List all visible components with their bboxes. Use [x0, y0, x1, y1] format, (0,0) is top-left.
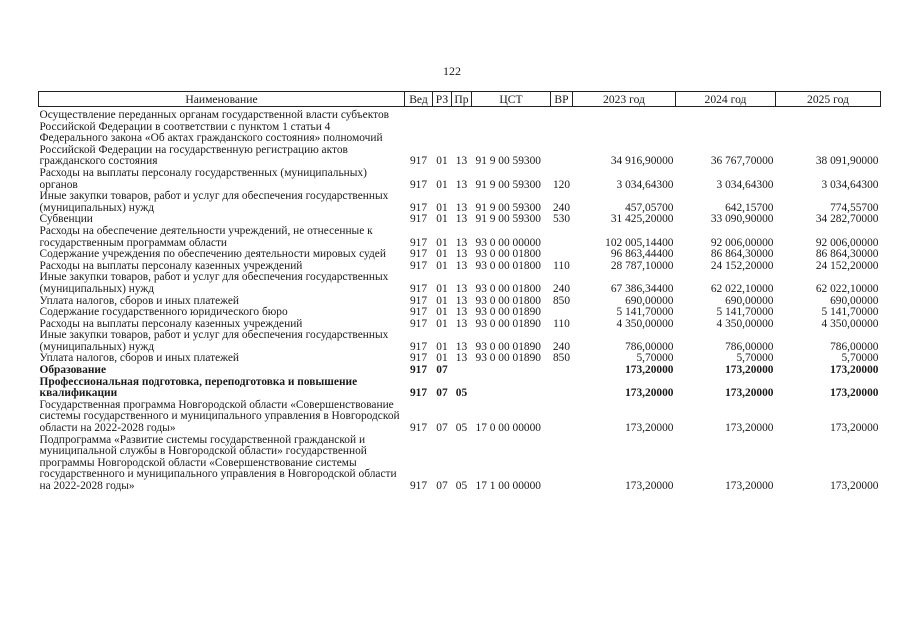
- row-2024: 24 152,20000: [710, 259, 774, 272]
- row-2023: 102 005,14400: [605, 236, 674, 249]
- row-pr: 13: [455, 201, 468, 214]
- table-row: [39, 272, 881, 295]
- row-cst: 91 9 00 59300: [475, 155, 541, 168]
- row-2025: 92 006,00000: [815, 236, 879, 249]
- row-rz: 01: [436, 155, 448, 168]
- row-cst: 91 9 00 59300: [475, 178, 541, 191]
- row-2025: 786,00000: [830, 340, 879, 353]
- row-ved: 917: [409, 422, 428, 435]
- row-2024: 86 864,30000: [710, 248, 774, 261]
- row-2024: 36 767,70000: [710, 155, 774, 168]
- row-2023: 5,70000: [636, 352, 674, 365]
- row-2023: 690,00000: [625, 294, 674, 307]
- table-row: [39, 191, 881, 214]
- row-rz: 01: [436, 236, 448, 249]
- row-name: Иные закупки товаров, работ и услуг для обеспечения государственных (муниципальных) нужд: [39, 329, 389, 353]
- budget-table: [38, 91, 881, 493]
- table-header-row: [39, 92, 881, 107]
- row-cst: 91 9 00 59300: [475, 201, 541, 214]
- row-vr: 110: [553, 317, 570, 330]
- row-cst: 93 0 00 00000: [475, 236, 541, 249]
- row-vr: [551, 107, 573, 168]
- row-cst: 17 1 00 00000: [475, 480, 541, 492]
- row-2025: 3 034,64300: [821, 178, 879, 191]
- row-ved: 917: [409, 340, 428, 353]
- row-vr: [551, 365, 573, 377]
- row-2024: 173,20000: [725, 387, 774, 400]
- row-2023: 173,20000: [625, 387, 674, 400]
- row-cst: 93 0 00 01800: [475, 294, 541, 307]
- row-2024: 62 022,10000: [710, 282, 774, 295]
- row-ved: 917: [409, 236, 428, 249]
- header-name: Наименование: [39, 92, 405, 107]
- row-2023: 5 141,70000: [616, 306, 674, 319]
- row-2025: 5 141,70000: [821, 306, 879, 319]
- row-2024: 4 350,00000: [716, 317, 774, 330]
- table-row: [39, 435, 881, 493]
- row-pr: 05: [455, 422, 468, 435]
- table-row: [39, 307, 881, 319]
- row-2023: 96 863,44400: [610, 248, 674, 261]
- row-2024: 5,70000: [736, 352, 774, 365]
- table-row: [39, 249, 881, 261]
- row-vr: 850: [552, 352, 571, 365]
- row-rz: 01: [436, 282, 448, 295]
- row-cst: [472, 365, 551, 377]
- row-vr: [551, 249, 573, 261]
- row-ved: 917: [409, 480, 428, 492]
- row-ved: 917: [409, 248, 428, 261]
- row-pr: 13: [455, 259, 468, 272]
- row-rz: 01: [436, 340, 448, 353]
- page-number: 122: [443, 64, 461, 78]
- row-2023: 786,00000: [625, 340, 674, 353]
- row-rz: 01: [436, 294, 448, 307]
- row-2025: 24 152,20000: [815, 259, 879, 272]
- row-2024: 786,00000: [725, 340, 774, 353]
- row-2025: 690,00000: [830, 294, 879, 307]
- table-row: [39, 377, 881, 400]
- row-name: Осуществление переданных органам государственной власти субъектов Российской Федерации в соответствии с пунктом 1 статьи 4 Федерального закона «Об актах гражданского состояния» полномочий Российской Федерации на государственную регистрацию актов гражданского состояния: [39, 109, 390, 168]
- row-2025: 62 022,10000: [815, 282, 879, 295]
- row-vr: 240: [552, 201, 571, 214]
- row-cst: 93 0 00 01800: [475, 248, 541, 261]
- row-2025: 774,55700: [830, 201, 879, 214]
- row-2023: 457,05700: [625, 201, 674, 214]
- row-2025: 173,20000: [830, 387, 879, 400]
- row-pr: 13: [455, 178, 468, 191]
- row-rz: 01: [436, 213, 448, 226]
- row-rz: 01: [436, 259, 448, 272]
- row-rz: 01: [436, 248, 448, 261]
- row-2024: 92 006,00000: [710, 236, 774, 249]
- row-2023: 67 386,34400: [610, 282, 674, 295]
- row-pr: [452, 365, 472, 377]
- row-rz: 01: [436, 317, 448, 330]
- row-ved: 917: [409, 259, 428, 272]
- table-row: [39, 168, 881, 191]
- row-2025: 86 864,30000: [815, 248, 879, 261]
- row-2023: 173,20000: [625, 364, 674, 377]
- row-ved: 917: [409, 352, 428, 365]
- row-name: Расходы на выплаты персоналу казенных учреждений: [39, 317, 303, 330]
- row-2024: 5 141,70000: [716, 306, 774, 319]
- header-cst: ЦСТ: [472, 92, 551, 107]
- row-pr: 13: [455, 294, 468, 307]
- row-name: Содержание учреждения по обеспечению деятельности мировых судей: [39, 248, 386, 261]
- row-name: Подпрограмма «Развитие системы государственной гражданской и муниципальной службы в Новгородской области» государственной программы Новгородской области «Совершенствование системы государственного и муниципального управления в Новгородской области на 2022-2028 годы»: [39, 433, 397, 492]
- row-name: Содержание государственного юридического бюро: [39, 306, 288, 319]
- row-name: Иные закупки товаров, работ и услуг для обеспечения государственных (муниципальных) нужд: [39, 190, 389, 214]
- header-2025: 2025 год: [776, 92, 881, 107]
- row-rz: 07: [436, 480, 448, 492]
- row-cst: 93 0 00 01800: [475, 259, 541, 272]
- row-vr: [551, 226, 573, 249]
- row-2024: 690,00000: [725, 294, 774, 307]
- row-rz: 01: [436, 352, 448, 365]
- row-name: Государственная программа Новгородской области «Совершенствование системы государственного и муниципального управления в Новгородской области на 2022-2028 годы»: [39, 398, 400, 435]
- row-2023: 28 787,10000: [610, 259, 674, 272]
- row-name: Уплата налогов, сборов и иных платежей: [39, 352, 239, 365]
- header-vr: ВР: [551, 92, 573, 107]
- header-rz: РЗ: [433, 92, 452, 107]
- header-pr: Пр: [452, 92, 472, 107]
- table-row: [39, 400, 881, 435]
- row-name: Расходы на выплаты персоналу казенных учреждений: [39, 259, 303, 272]
- row-cst: 93 0 00 01890: [475, 317, 541, 330]
- row-2023: 173,20000: [625, 422, 674, 435]
- row-name: Образование: [39, 364, 107, 377]
- row-pr: 13: [455, 155, 468, 168]
- row-ved: 917: [409, 317, 428, 330]
- row-ved: 917: [409, 364, 428, 377]
- row-pr: 13: [455, 213, 468, 226]
- row-2025: 173,20000: [830, 422, 879, 435]
- row-name: Иные закупки товаров, работ и услуг для обеспечения государственных (муниципальных) нужд: [39, 271, 389, 295]
- row-2024: 3 034,64300: [716, 178, 774, 191]
- row-vr: [551, 400, 573, 435]
- row-2024: 173,20000: [725, 480, 774, 492]
- row-2025: 173,20000: [830, 364, 879, 377]
- row-ved: 917: [409, 294, 428, 307]
- row-rz: 01: [436, 306, 448, 319]
- row-pr: 05: [455, 480, 468, 492]
- row-cst: 93 0 00 01890: [475, 340, 541, 353]
- row-vr: 240: [552, 340, 571, 353]
- row-2025: 173,20000: [830, 480, 879, 492]
- table-row: [39, 226, 881, 249]
- row-ved: 917: [409, 282, 428, 295]
- row-vr: 110: [553, 259, 570, 272]
- row-rz: 07: [436, 387, 448, 400]
- row-2024: 173,20000: [725, 422, 774, 435]
- row-2025: 5,70000: [841, 352, 879, 365]
- row-name: Субвенции: [39, 213, 93, 226]
- row-2023: 173,20000: [625, 480, 674, 492]
- row-ved: 917: [409, 178, 428, 191]
- row-2025: 38 091,90000: [815, 155, 879, 168]
- row-vr: [551, 307, 573, 319]
- row-ved: 917: [409, 201, 428, 214]
- row-name: Уплата налогов, сборов и иных платежей: [39, 294, 239, 307]
- table-row: [39, 107, 881, 168]
- row-cst: 93 0 00 01800: [475, 282, 541, 295]
- row-vr: 240: [552, 282, 571, 295]
- row-vr: [551, 377, 573, 400]
- row-rz: 07: [436, 364, 448, 377]
- row-vr: [551, 435, 573, 493]
- row-cst: 93 0 00 01890: [475, 352, 541, 365]
- row-2025: 4 350,00000: [821, 317, 879, 330]
- table-row: [39, 330, 881, 353]
- row-2024: 33 090,90000: [710, 213, 774, 226]
- row-rz: 07: [436, 422, 448, 435]
- row-ved: 917: [409, 155, 428, 168]
- header-ved: Вед: [405, 92, 433, 107]
- row-2024: 173,20000: [725, 364, 774, 377]
- row-cst: 17 0 00 00000: [475, 422, 541, 435]
- row-rz: 01: [436, 201, 448, 214]
- row-2023: 3 034,64300: [616, 178, 674, 191]
- header-2023: 2023 год: [573, 92, 676, 107]
- row-pr: 13: [455, 248, 468, 261]
- row-pr: 13: [455, 236, 468, 249]
- row-ved: 917: [409, 387, 428, 400]
- row-pr: 05: [455, 387, 468, 400]
- row-cst: [472, 377, 551, 400]
- row-pr: 13: [455, 282, 468, 295]
- row-pr: 13: [455, 340, 468, 353]
- row-pr: 13: [455, 317, 468, 330]
- row-2023: 34 916,90000: [610, 155, 674, 168]
- row-ved: 917: [409, 306, 428, 319]
- header-2024: 2024 год: [676, 92, 776, 107]
- row-cst: 91 9 00 59300: [475, 213, 541, 226]
- row-name: Расходы на выплаты персоналу государственных (муниципальных) органов: [39, 166, 367, 191]
- row-vr: 850: [552, 294, 571, 307]
- table-row: [39, 365, 881, 377]
- row-vr: 530: [552, 213, 571, 226]
- row-cst: 93 0 00 01890: [475, 306, 541, 319]
- row-2025: 34 282,70000: [815, 213, 879, 226]
- row-2023: 4 350,00000: [616, 317, 674, 330]
- row-vr: 120: [552, 178, 571, 191]
- row-2024: 642,15700: [725, 201, 774, 214]
- row-rz: 01: [436, 178, 448, 191]
- row-name: Расходы на обеспечение деятельности учреждений, не отнесенные к государственным программам области: [39, 224, 373, 249]
- row-2023: 31 425,20000: [610, 213, 674, 226]
- row-ved: 917: [409, 213, 428, 226]
- row-pr: 13: [455, 352, 468, 365]
- row-name: Профессиональная подготовка, переподготовка и повышение квалификации: [39, 375, 358, 400]
- row-pr: 13: [455, 306, 468, 319]
